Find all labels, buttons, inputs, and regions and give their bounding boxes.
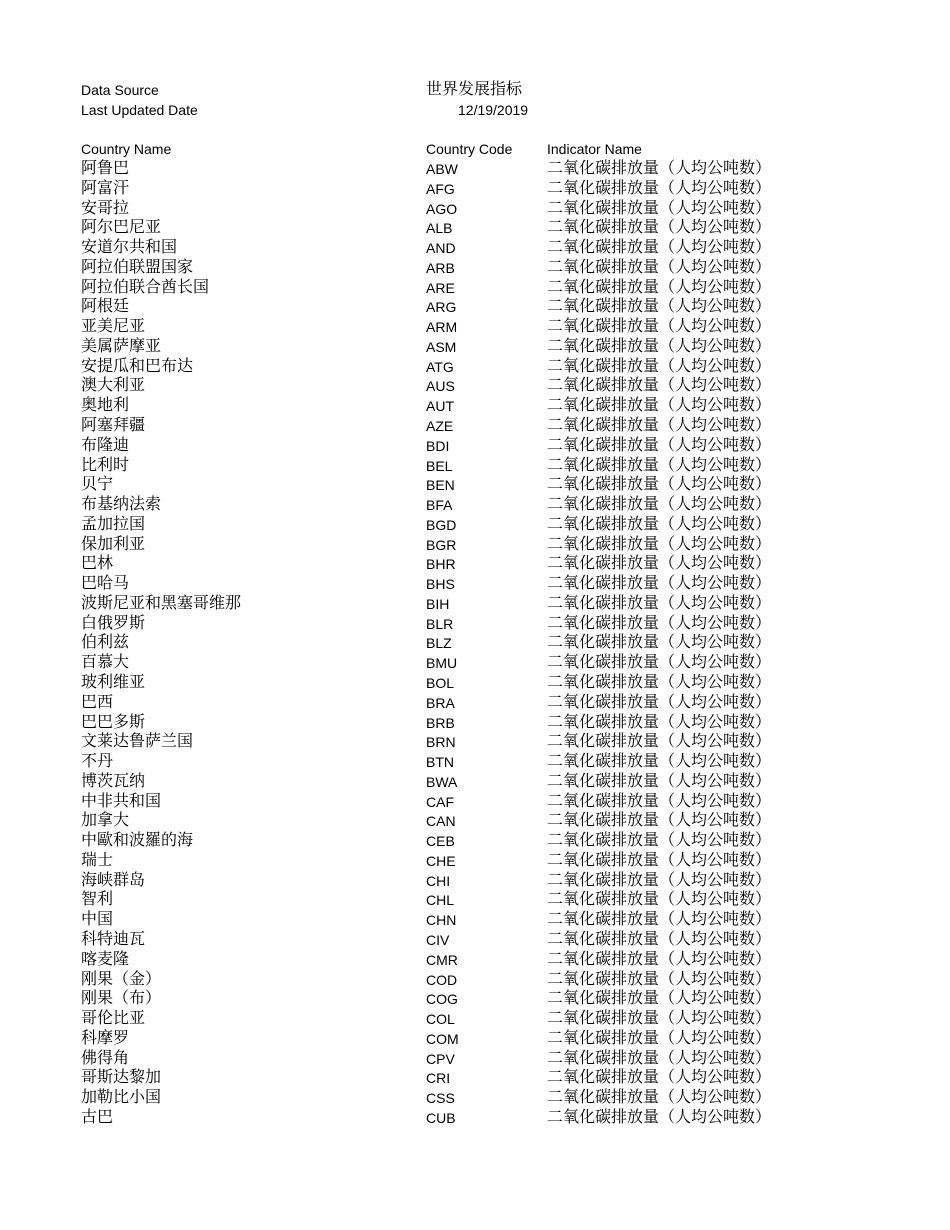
country-code-cell: BLR — [426, 615, 454, 632]
country-code-cell: BRB — [426, 714, 455, 731]
country-name-cell: 中歐和波羅的海 — [81, 832, 194, 850]
meta-row-last-updated — [0, 100, 950, 120]
country-name-cell: 哥伦比亚 — [81, 1010, 146, 1028]
header-country-code: Country Code — [426, 141, 513, 157]
table-row — [0, 317, 950, 337]
country-name-cell: 孟加拉国 — [81, 515, 146, 533]
country-code-cell: BHS — [426, 576, 455, 593]
indicator-name-cell: 二氧化碳排放量（人均公吨数） — [547, 160, 772, 177]
table-row — [0, 179, 950, 199]
country-name-cell: 巴西 — [81, 693, 114, 711]
table-row — [0, 713, 950, 733]
meta-row-data-source — [0, 80, 950, 100]
country-code-cell: ARM — [426, 319, 458, 336]
indicator-name-cell: 二氧化碳排放量（人均公吨数） — [547, 812, 772, 830]
table-row — [0, 693, 950, 713]
table-row — [0, 633, 950, 653]
table-row — [0, 811, 950, 831]
country-name-cell: 亚美尼亚 — [81, 318, 146, 336]
table-row — [0, 950, 950, 970]
country-name-cell: 古巴 — [81, 1108, 114, 1126]
table-row — [0, 732, 950, 752]
table-row — [0, 199, 950, 219]
table-row — [0, 297, 950, 317]
country-code-cell: BRN — [426, 734, 456, 751]
country-name-cell: 比利时 — [81, 456, 130, 474]
table-row — [0, 673, 950, 693]
data-source-label: Data Source — [81, 82, 159, 98]
table-row — [0, 535, 950, 555]
table-row — [0, 1049, 950, 1069]
country-code-cell: CAF — [426, 793, 454, 810]
country-code-cell: CSS — [426, 1090, 455, 1107]
table-row — [0, 653, 950, 673]
country-code-cell: CEB — [426, 833, 455, 850]
country-name-cell: 奥地利 — [81, 397, 130, 415]
country-code-cell: AUS — [426, 378, 455, 395]
table-row — [0, 831, 950, 851]
indicator-name-cell: 二氧化碳排放量（人均公吨数） — [547, 1089, 772, 1107]
indicator-name-cell: 二氧化碳排放量（人均公吨数） — [547, 258, 772, 276]
country-code-cell: BDI — [426, 437, 450, 454]
indicator-name-cell: 二氧化碳排放量（人均公吨数） — [547, 654, 772, 672]
country-code-cell: AND — [426, 240, 456, 257]
table-row — [0, 456, 950, 476]
country-code-cell: BEN — [426, 477, 455, 494]
indicator-name-cell: 二氧化碳排放量（人均公吨数） — [547, 594, 772, 612]
country-name-cell: 澳大利亚 — [81, 377, 146, 395]
table-row — [0, 871, 950, 891]
country-code-cell: BRA — [426, 694, 455, 711]
country-name-cell: 科特迪瓦 — [81, 931, 146, 949]
indicator-name-cell: 二氧化碳排放量（人均公吨数） — [547, 772, 772, 790]
country-code-cell: CIV — [426, 932, 450, 949]
country-code-cell: AUT — [426, 398, 454, 415]
last-updated-label: Last Updated Date — [81, 102, 198, 118]
country-code-cell: COG — [426, 991, 458, 1008]
header-country-name: Country Name — [81, 141, 172, 157]
table-row — [0, 1009, 950, 1029]
indicator-name-cell: 二氧化碳排放量（人均公吨数） — [547, 535, 772, 553]
country-name-cell: 海峡群岛 — [81, 871, 146, 889]
table-row — [0, 218, 950, 238]
country-code-cell: BEL — [426, 457, 453, 474]
country-code-cell: BHR — [426, 556, 456, 573]
country-name-cell: 百慕大 — [81, 654, 130, 672]
country-code-cell: ARB — [426, 259, 455, 276]
country-name-cell: 加拿大 — [81, 812, 130, 830]
country-name-cell: 阿根廷 — [81, 298, 130, 316]
indicator-name-cell: 二氧化碳排放量（人均公吨数） — [547, 911, 772, 929]
country-code-cell: ARE — [426, 279, 455, 296]
indicator-name-cell: 二氧化碳排放量（人均公吨数） — [547, 575, 772, 593]
country-code-cell: CAN — [426, 813, 456, 830]
country-name-cell: 巴巴多斯 — [81, 713, 146, 731]
country-name-cell: 巴哈马 — [81, 575, 130, 593]
country-name-cell: 巴林 — [81, 555, 114, 573]
table-row — [0, 376, 950, 396]
country-name-cell: 布基纳法索 — [81, 496, 162, 514]
country-name-cell: 阿拉伯联盟国家 — [81, 258, 194, 276]
country-name-cell: 中国 — [81, 911, 114, 929]
table-row — [0, 594, 950, 614]
table-row — [0, 1068, 950, 1088]
country-code-cell: BIH — [426, 595, 450, 612]
country-code-cell: CRI — [426, 1070, 451, 1087]
indicator-name-cell: 二氧化碳排放量（人均公吨数） — [547, 990, 772, 1008]
table-row — [0, 574, 950, 594]
country-name-cell: 佛得角 — [81, 1049, 130, 1067]
table-row — [0, 337, 950, 357]
country-code-cell: BWA — [426, 773, 458, 790]
country-name-cell: 智利 — [81, 891, 114, 909]
table-row — [0, 159, 950, 179]
country-name-cell: 布隆迪 — [81, 436, 130, 454]
indicator-name-cell: 二氧化碳排放量（人均公吨数） — [547, 357, 772, 375]
table-row — [0, 495, 950, 515]
indicator-name-cell: 二氧化碳排放量（人均公吨数） — [547, 1069, 772, 1087]
country-code-cell: COL — [426, 1011, 455, 1028]
header-row — [0, 139, 950, 159]
country-code-cell: ABW — [426, 161, 458, 177]
indicator-name-cell: 二氧化碳排放量（人均公吨数） — [547, 515, 772, 533]
indicator-name-cell: 二氧化碳排放量（人均公吨数） — [547, 713, 772, 731]
indicator-name-cell: 二氧化碳排放量（人均公吨数） — [547, 891, 772, 909]
country-name-cell: 科摩罗 — [81, 1029, 130, 1047]
indicator-name-cell: 二氧化碳排放量（人均公吨数） — [547, 693, 772, 711]
table-row — [0, 930, 950, 950]
country-code-cell: ASM — [426, 338, 457, 355]
country-name-cell: 白俄罗斯 — [81, 614, 146, 632]
table-row — [0, 752, 950, 772]
indicator-name-cell: 二氧化碳排放量（人均公吨数） — [547, 239, 772, 257]
country-name-cell: 美属萨摩亚 — [81, 337, 162, 355]
table-row — [0, 910, 950, 930]
indicator-name-cell: 二氧化碳排放量（人均公吨数） — [547, 1108, 772, 1126]
indicator-name-cell: 二氧化碳排放量（人均公吨数） — [547, 871, 772, 889]
indicator-name-cell: 二氧化碳排放量（人均公吨数） — [547, 278, 772, 296]
indicator-name-cell: 二氧化碳排放量（人均公吨数） — [547, 753, 772, 771]
table-row — [0, 1088, 950, 1108]
table-row — [0, 515, 950, 535]
country-code-cell: CMR — [426, 951, 458, 968]
table-row — [0, 1108, 950, 1128]
country-code-cell: ARG — [426, 299, 457, 316]
country-code-cell: BTN — [426, 754, 454, 771]
country-name-cell: 文莱达鲁萨兰国 — [81, 733, 194, 751]
country-code-cell: CHE — [426, 852, 456, 869]
country-name-cell: 刚果（布） — [81, 990, 162, 1008]
table-row — [0, 792, 950, 812]
indicator-name-cell: 二氧化碳排放量（人均公吨数） — [547, 1049, 772, 1067]
country-code-cell: BGD — [426, 516, 457, 533]
indicator-name-cell: 二氧化碳排放量（人均公吨数） — [547, 476, 772, 494]
country-name-cell: 不丹 — [81, 753, 114, 771]
country-code-cell: CHN — [426, 912, 457, 929]
indicator-name-cell: 二氧化碳排放量（人均公吨数） — [547, 555, 772, 573]
indicator-name-cell: 二氧化碳排放量（人均公吨数） — [547, 496, 772, 514]
country-name-cell: 哥斯达黎加 — [81, 1069, 162, 1087]
indicator-name-cell: 二氧化碳排放量（人均公吨数） — [547, 1010, 772, 1028]
country-name-cell: 安提瓜和巴布达 — [81, 357, 194, 375]
indicator-name-cell: 二氧化碳排放量（人均公吨数） — [547, 179, 772, 197]
country-name-cell: 中非共和国 — [81, 792, 162, 810]
country-name-cell: 阿富汗 — [81, 179, 130, 197]
country-code-cell: COD — [426, 971, 458, 988]
indicator-name-cell: 二氧化碳排放量（人均公吨数） — [547, 614, 772, 632]
country-name-cell: 博茨瓦纳 — [81, 772, 146, 790]
table-row — [0, 416, 950, 436]
indicator-name-cell: 二氧化碳排放量（人均公吨数） — [547, 298, 772, 316]
table-row — [0, 475, 950, 495]
indicator-name-cell: 二氧化碳排放量（人均公吨数） — [547, 792, 772, 810]
country-code-cell: BFA — [426, 497, 453, 514]
indicator-name-cell: 二氧化碳排放量（人均公吨数） — [547, 456, 772, 474]
indicator-name-cell: 二氧化碳排放量（人均公吨数） — [547, 832, 772, 850]
country-name-cell: 瑞士 — [81, 851, 114, 869]
table-row — [0, 396, 950, 416]
country-code-cell: ALB — [426, 220, 453, 237]
table-row — [0, 258, 950, 278]
table-row — [0, 970, 950, 990]
country-name-cell: 阿鲁巴 — [81, 160, 130, 177]
country-name-cell: 喀麦隆 — [81, 950, 130, 968]
indicator-name-cell: 二氧化碳排放量（人均公吨数） — [547, 1029, 772, 1047]
indicator-name-cell: 二氧化碳排放量（人均公吨数） — [547, 436, 772, 454]
table-row — [0, 436, 950, 456]
country-name-cell: 刚果（金） — [81, 970, 162, 988]
header-indicator-name: Indicator Name — [547, 141, 642, 157]
indicator-name-cell: 二氧化碳排放量（人均公吨数） — [547, 733, 772, 751]
country-code-cell: CPV — [426, 1050, 455, 1067]
country-code-cell: CUB — [426, 1109, 456, 1126]
table-row — [0, 772, 950, 792]
indicator-name-cell: 二氧化碳排放量（人均公吨数） — [547, 337, 772, 355]
country-name-cell: 波斯尼亚和黑塞哥维那 — [81, 594, 242, 612]
country-name-cell: 玻利维亚 — [81, 674, 146, 692]
table-row — [0, 614, 950, 634]
country-name-cell: 阿塞拜疆 — [81, 417, 146, 434]
country-code-cell: AGO — [426, 200, 458, 217]
last-updated-value: 12/19/2019 — [458, 102, 529, 118]
table-row — [0, 238, 950, 258]
indicator-name-cell: 二氧化碳排放量（人均公吨数） — [547, 931, 772, 949]
table-row — [0, 989, 950, 1009]
table-row — [0, 851, 950, 871]
country-code-cell: ATG — [426, 358, 454, 375]
country-name-cell: 伯利兹 — [81, 634, 130, 652]
indicator-name-cell: 二氧化碳排放量（人均公吨数） — [547, 397, 772, 415]
country-name-cell: 安哥拉 — [81, 199, 130, 217]
country-code-cell: AFG — [426, 180, 455, 197]
country-name-cell: 加勒比小国 — [81, 1089, 162, 1107]
indicator-name-cell: 二氧化碳排放量（人均公吨数） — [547, 634, 772, 652]
country-name-cell: 保加利亚 — [81, 535, 146, 553]
table-row — [0, 357, 950, 377]
indicator-name-cell: 二氧化碳排放量（人均公吨数） — [547, 674, 772, 692]
table-row — [0, 278, 950, 298]
country-code-cell: BLZ — [426, 635, 452, 652]
country-name-cell: 安道尔共和国 — [81, 239, 178, 257]
indicator-name-cell: 二氧化碳排放量（人均公吨数） — [547, 219, 772, 237]
data-source-value: 世界发展指标 — [426, 81, 523, 98]
indicator-name-cell: 二氧化碳排放量（人均公吨数） — [547, 851, 772, 869]
country-code-cell: BGR — [426, 536, 457, 553]
country-name-cell: 阿尔巴尼亚 — [81, 219, 162, 237]
table-row — [0, 890, 950, 910]
indicator-name-cell: 二氧化碳排放量（人均公吨数） — [547, 950, 772, 968]
country-code-cell: CHI — [426, 872, 451, 889]
indicator-name-cell: 二氧化碳排放量（人均公吨数） — [547, 199, 772, 217]
country-code-cell: COM — [426, 1030, 459, 1047]
indicator-name-cell: 二氧化碳排放量（人均公吨数） — [547, 377, 772, 395]
country-name-cell: 贝宁 — [81, 476, 114, 494]
country-code-cell: AZE — [426, 418, 454, 434]
country-code-cell: BOL — [426, 675, 455, 692]
indicator-name-cell: 二氧化碳排放量（人均公吨数） — [547, 970, 772, 988]
table-row — [0, 1029, 950, 1049]
country-code-cell: BMU — [426, 655, 458, 672]
country-name-cell: 阿拉伯联合酋长国 — [81, 278, 210, 296]
country-code-cell: CHL — [426, 892, 455, 909]
table-row — [0, 554, 950, 574]
indicator-name-cell: 二氧化碳排放量（人均公吨数） — [547, 318, 772, 336]
indicator-name-cell: 二氧化碳排放量（人均公吨数） — [547, 417, 772, 434]
